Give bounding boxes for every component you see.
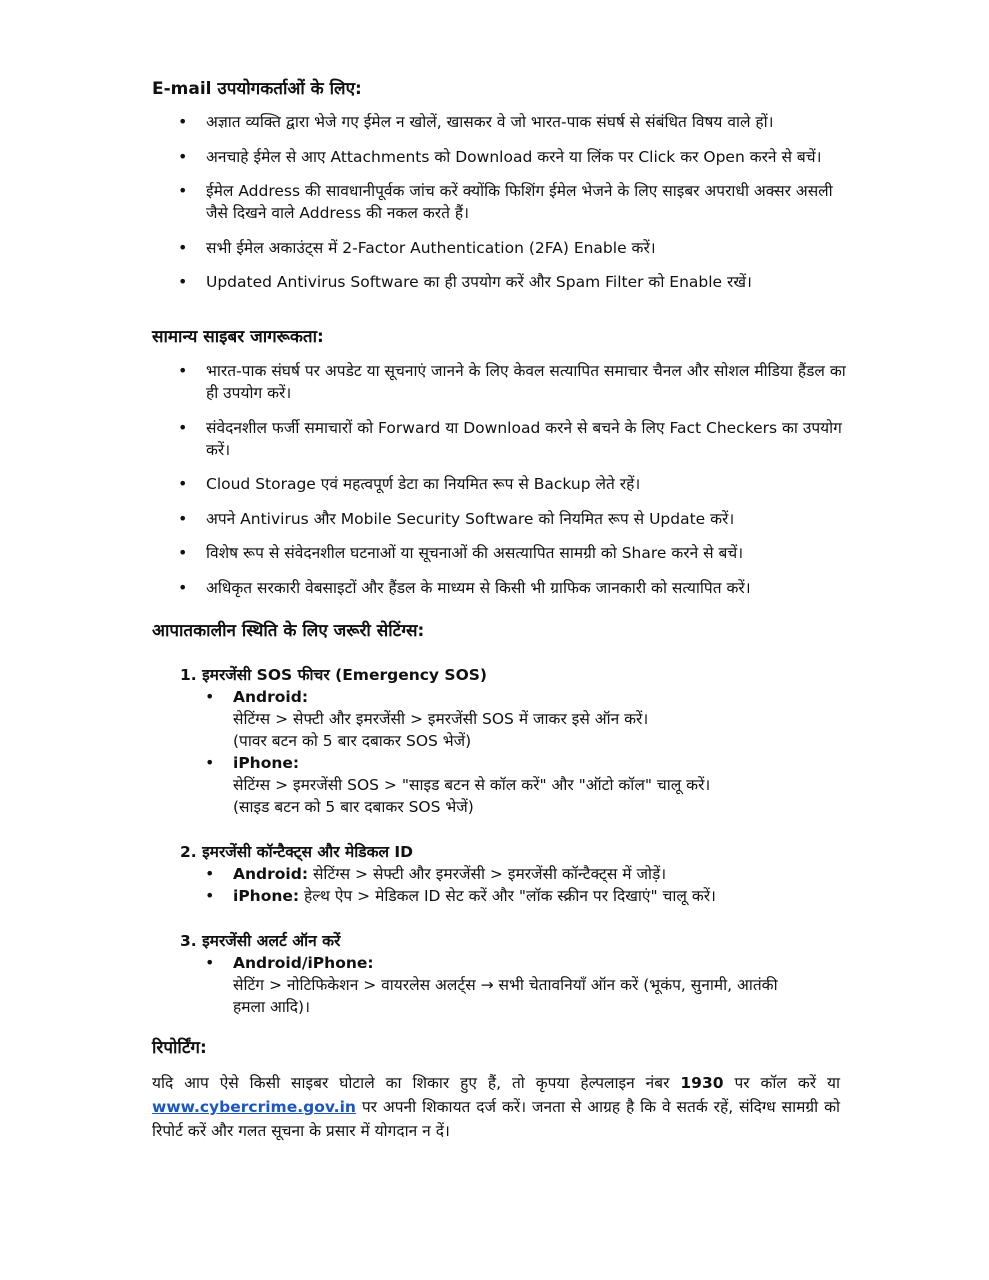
android-label: • Android: — [233, 688, 309, 706]
emergency-alert-list — [205, 952, 855, 1018]
android-steps: सेटिंग्स > सेफ्टी और इमरजेंसी > इमरजेंसी कॉन्टैक्ट्स में जोड़ें। — [308, 865, 667, 883]
list-item — [205, 952, 855, 1018]
list-item: • सभी ईमेल अकाउंट्स में 2-Factor Authentication (2FA) Enable करें। — [178, 237, 848, 259]
iphone-label: • iPhone: — [233, 754, 300, 772]
general-section-heading: सामान्य साइबर जागरूकता: — [152, 327, 324, 347]
list-item — [205, 752, 855, 818]
general-tips-list — [178, 360, 848, 611]
list-item: • Cloud Storage एवं महत्वपूर्ण डेटा का नियमित रूप से Backup लेते रहें। — [178, 473, 848, 495]
alert-steps-line1: सेटिंग > नोटिफिकेशन > वायरलेस अलर्ट्स → सभी चेतावनियाँ ऑन करें (भूकंप, सुनामी, आतंकी — [233, 976, 778, 994]
android-steps: सेटिंग्स > सेफ्टी और इमरजेंसी > इमरजेंसी SOS में जाकर इसे ऑन करें। — [233, 710, 649, 728]
sos-feature-list — [205, 686, 855, 818]
iphone-label: iPhone: — [233, 887, 300, 905]
helpline-number: 1930 — [680, 1074, 724, 1092]
emergency-alert-title: 3. इमरजेंसी अलर्ट ऑन करें — [180, 932, 341, 950]
iphone-steps: सेटिंग्स > इमरजेंसी SOS > "साइड बटन से कॉल करें" और "ऑटो कॉल" चालू करें। — [233, 776, 711, 794]
reporting-paragraph — [152, 1071, 840, 1143]
list-item: • विशेष रूप से संवेदनशील घटनाओं या सूचनाओं की असत्यापित सामग्री को Share करने से बचें। — [178, 542, 848, 564]
reporting-text: पर अपनी शिकायत दर्ज करें। जनता से आग्रह है कि वे सतर्क रहें, संदिग्ध सामग्री को रिपोर्ट करें और गलत सूचना के प्रसार में योगदान न दें। — [152, 1098, 840, 1140]
iphone-steps: हेल्थ ऐप > मेडिकल ID सेट करें और "लॉक स्क्रीन पर दिखाएं" चालू करें। — [299, 887, 716, 905]
android-iphone-label: • Android/iPhone: — [233, 954, 374, 972]
list-item — [205, 686, 855, 752]
list-item: • Updated Antivirus Software का ही उपयोग करें और Spam Filter को Enable रखें। — [178, 271, 848, 293]
list-item: • अज्ञात व्यक्ति द्वारा भेजे गए ईमेल न खोलें, खासकर वे जो भारत-पाक संघर्ष से संबंधित विषय वाले हों। — [178, 111, 848, 133]
cybercrime-portal-link[interactable]: www.cybercrime.gov.in — [152, 1098, 356, 1116]
reporting-text: यदि आप ऐसे किसी साइबर घोटाले का शिकार हुए हैं, तो कृपया हेल्पलाइन नंबर — [152, 1074, 681, 1092]
reporting-text: पर कॉल करें या — [723, 1074, 840, 1092]
list-item: • अधिकृत सरकारी वेबसाइटों और हैंडल के माध्यम से किसी भी ग्राफिक जानकारी को सत्यापित करें। — [178, 577, 848, 599]
list-item: • अनचाहे ईमेल से आए Attachments को Download करने या लिंक पर Click कर Open करने से बचें। — [178, 146, 848, 168]
list-item — [205, 863, 855, 885]
android-label: Android: — [233, 865, 309, 883]
list-item — [205, 885, 855, 907]
emergency-section-heading: आपातकालीन स्थिति के लिए जरूरी सेटिंग्स: — [152, 621, 425, 641]
iphone-note: (साइड बटन को 5 बार दबाकर SOS भेजें) — [233, 798, 474, 816]
emergency-contacts-list — [205, 863, 855, 907]
list-item: • संवेदनशील फर्जी समाचारों को Forward या Download करने से बचने के लिए Fact Checkers का उपयोग करें। — [178, 417, 848, 461]
list-item: • भारत-पाक संघर्ष पर अपडेट या सूचनाएं जानने के लिए केवल सत्यापित समाचार चैनल और सोशल मीडिया हैंडल का ही उपयोग करें। — [178, 360, 848, 404]
alert-steps-line2: हमला आदि)। — [233, 998, 310, 1016]
email-tips-list — [178, 111, 848, 306]
list-item: • अपने Antivirus और Mobile Security Software को नियमित रूप से Update करें। — [178, 508, 848, 530]
email-section-heading: E-mail उपयोगकर्ताओं के लिए: — [152, 79, 362, 99]
reporting-section-heading: रिपोर्टिंग: — [152, 1038, 207, 1058]
list-item: • ईमेल Address की सावधानीपूर्वक जांच करें क्योंकि फिशिंग ईमेल भेजने के लिए साइबर अपराधी अक्सर असली जैसे दिखने वाले Address की नकल करते हैं। — [178, 180, 848, 224]
emergency-contacts-title: 2. इमरजेंसी कॉन्टैक्ट्स और मेडिकल ID — [180, 843, 414, 861]
android-note: (पावर बटन को 5 बार दबाकर SOS भेजें) — [233, 732, 472, 750]
sos-feature-title: 1. इमरजेंसी SOS फीचर (Emergency SOS) — [180, 666, 488, 684]
